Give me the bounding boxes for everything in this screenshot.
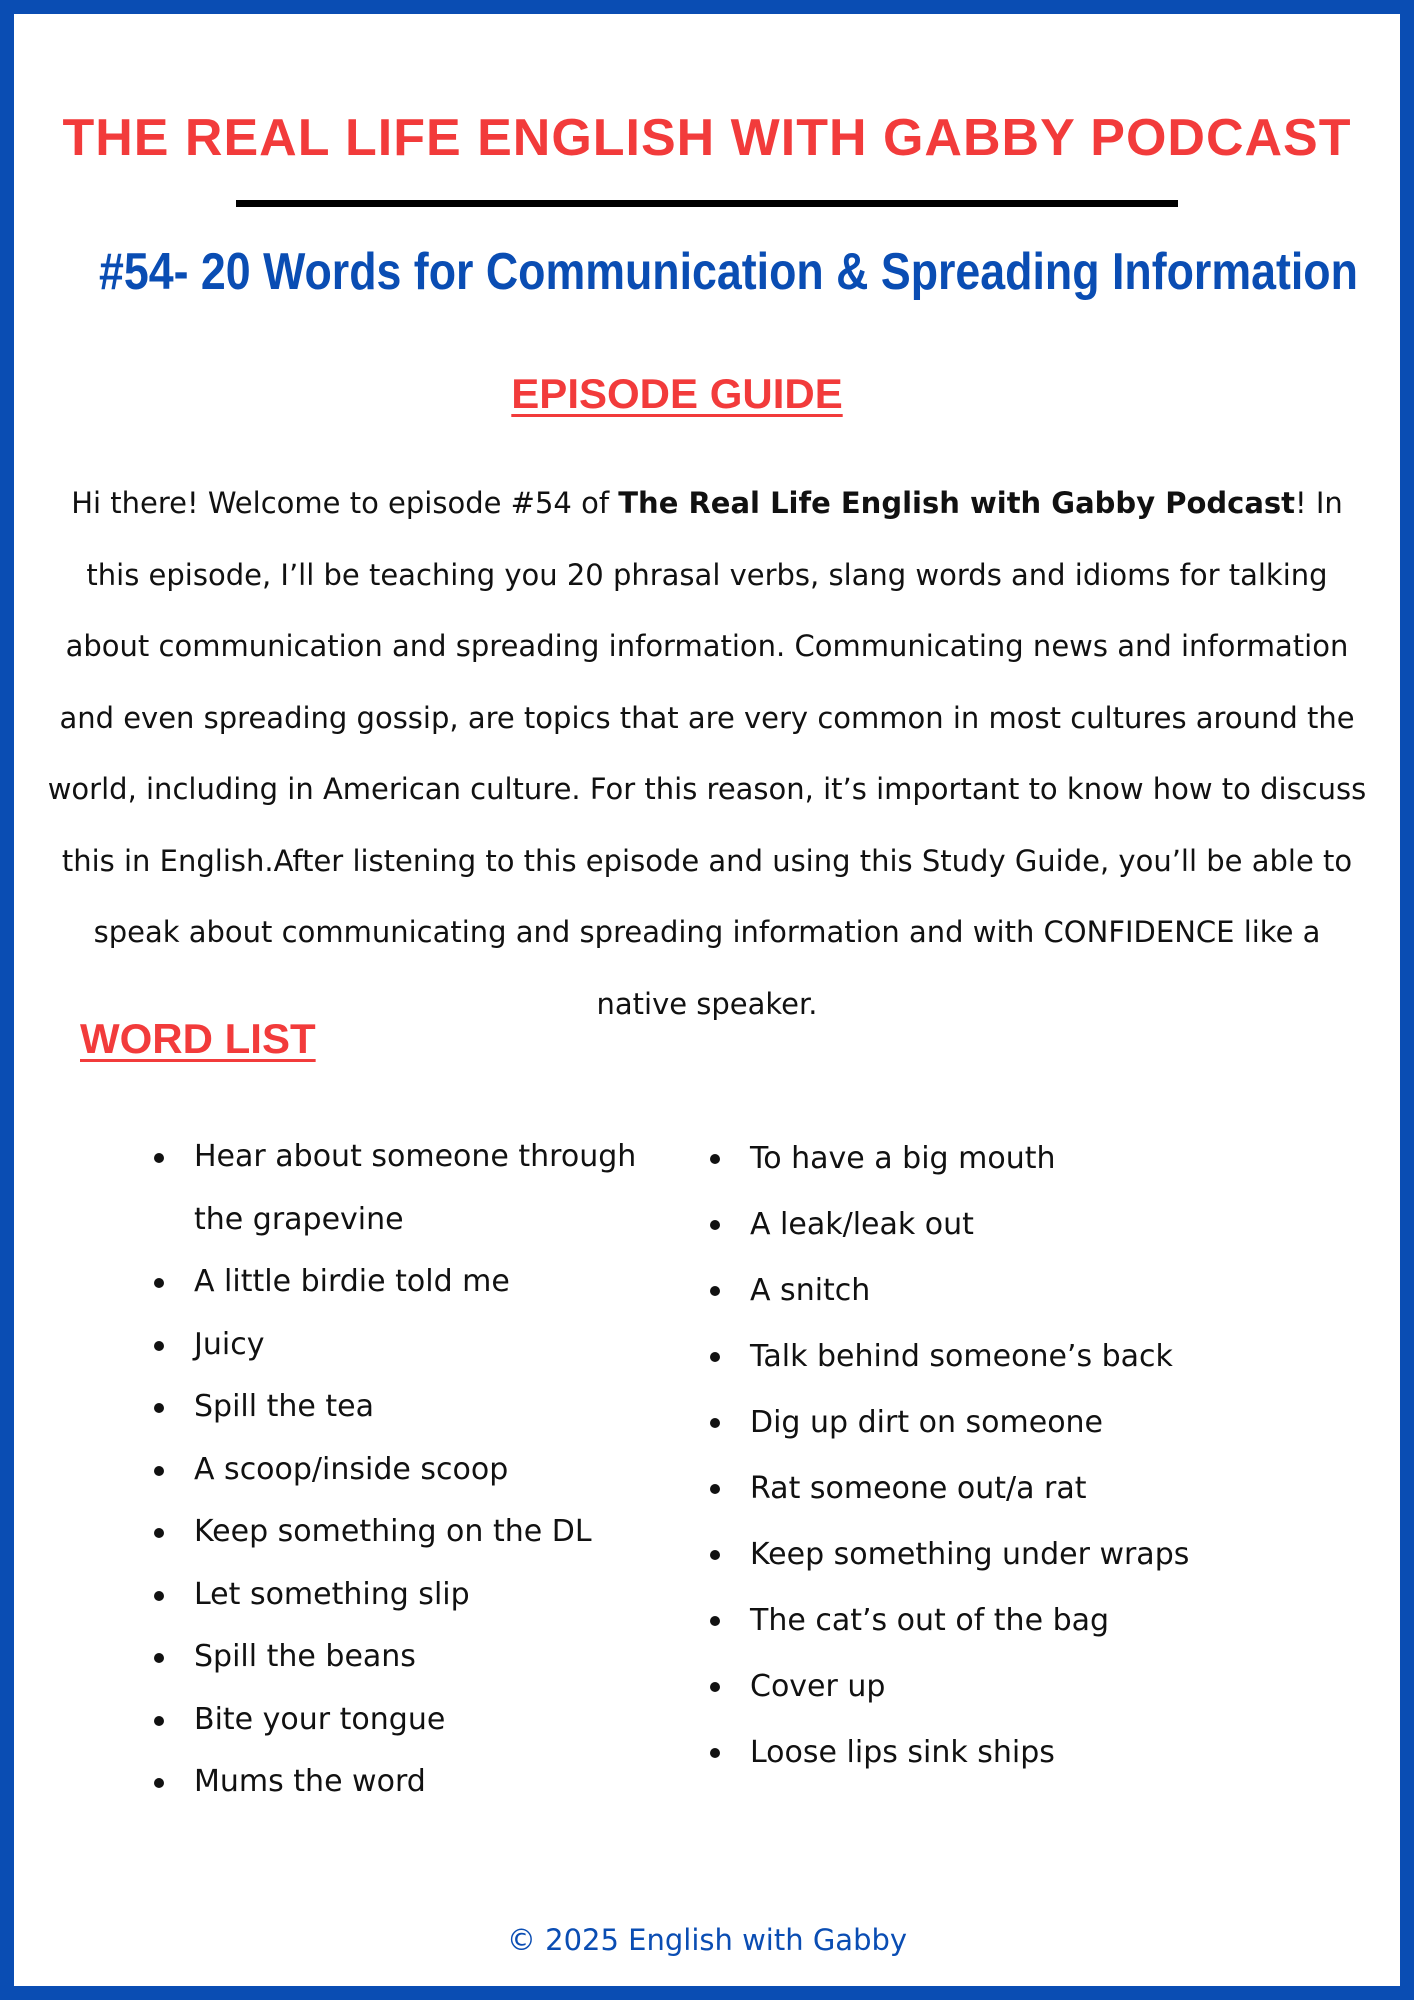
word-list-item: Loose lips sink ships	[710, 1720, 1210, 1786]
word-list-item: To have a big mouth	[710, 1126, 1210, 1192]
word-list-item: Juicy	[154, 1314, 654, 1377]
title-divider	[236, 200, 1178, 207]
word-list-item: Hear about someone through the grapevine	[154, 1126, 654, 1251]
word-list-left-column	[154, 1126, 654, 1814]
word-list-item: A scoop/inside scoop	[154, 1439, 654, 1502]
episode-title: #54- 20 Words for Communication & Spreading Information	[98, 243, 1358, 301]
word-list-item: Bite your tongue	[154, 1689, 654, 1752]
intro-text-rest: ! In this episode, I’ll be teaching you 20 phrasal verbs, slang words and idioms for talking about communication and spreading information. Communicating news and information and even spreading gossip, are topics that are very common in most cultures around the world, including in American culture. For this reason, it’s important to know how to discuss this in English.After listening to this episode and using this Study Guide, you’ll be able to speak about communicating and spreading information and with CONFIDENCE like a native speaker.	[47, 486, 1367, 1021]
word-list-right-column	[710, 1126, 1210, 1786]
word-list-item: A little birdie told me	[154, 1251, 654, 1314]
word-list-item: Keep something under wraps	[710, 1522, 1210, 1588]
intro-paragraph	[44, 468, 1370, 1040]
word-list-item: Mums the word	[154, 1751, 654, 1814]
word-list-item: The cat’s out of the bag	[710, 1588, 1210, 1654]
word-list-item: Spill the tea	[154, 1376, 654, 1439]
episode-guide-heading: EPISODE GUIDE	[511, 370, 843, 417]
word-list-heading: WORD LIST	[80, 1015, 316, 1062]
word-list-item: A leak/leak out	[710, 1192, 1210, 1258]
word-list-item: Dig up dirt on someone	[710, 1390, 1210, 1456]
word-list-item: Talk behind someone’s back	[710, 1324, 1210, 1390]
word-list-item: Spill the beans	[154, 1626, 654, 1689]
word-list-item: Keep something on the DL	[154, 1501, 654, 1564]
word-list-item: Let something slip	[154, 1564, 654, 1627]
footer-copyright: © 2025 English with Gabby	[506, 1923, 908, 1957]
word-list-item: Rat someone out/a rat	[710, 1456, 1210, 1522]
podcast-title: THE REAL LIFE ENGLISH WITH GABBY PODCAST	[62, 109, 1352, 167]
intro-podcast-name: The Real Life English with Gabby Podcast	[618, 486, 1296, 520]
intro-text-start: Hi there! Welcome to episode #54 of	[71, 486, 619, 520]
word-list-item: Cover up	[710, 1654, 1210, 1720]
word-list-item: A snitch	[710, 1258, 1210, 1324]
